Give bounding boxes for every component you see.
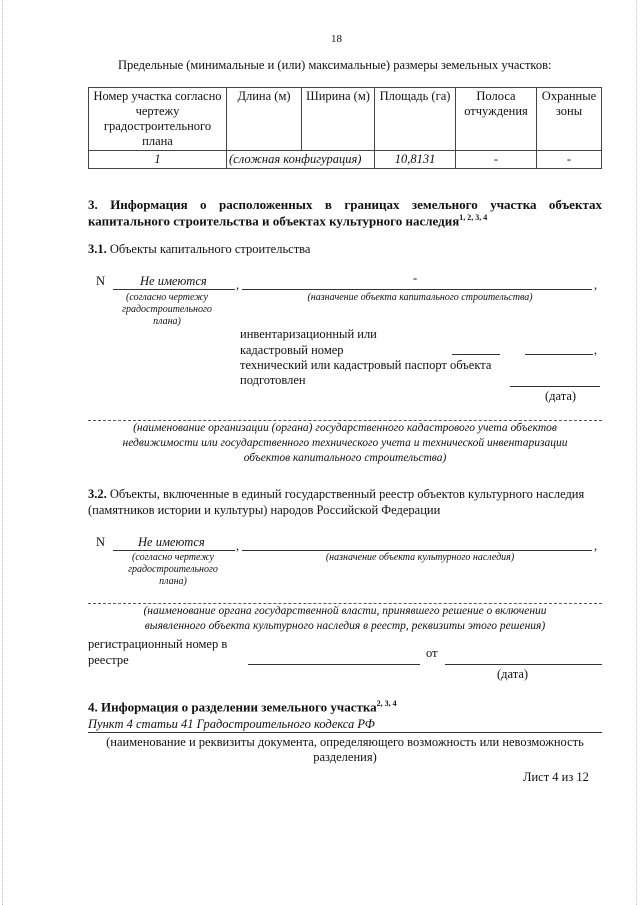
- cell-length-width: (сложная конфигурация): [227, 151, 375, 169]
- comma-separator: ,: [594, 539, 598, 553]
- reg-date-underline: [445, 664, 602, 665]
- sizes-heading: Предельные (минимальные и (или) максимальные) размеры земельных участков:: [118, 58, 552, 72]
- section31-purpose-caption: (назначение объекта капитального строительства): [307, 292, 533, 303]
- header-cell-area: Площадь (га): [375, 88, 456, 151]
- comma-separator: ,: [236, 539, 240, 553]
- section31-n-caption: (согласно чертежу градостроительного плана): [122, 292, 212, 327]
- section3-title-line2: [88, 213, 487, 229]
- section32-n-label: N: [96, 535, 106, 549]
- section4-title-text: 4. Информация о разделении земельного участка: [88, 699, 377, 715]
- section4-caption-2: разделения): [313, 750, 377, 764]
- section3-title-text: капитального строительства и объектах культурного наследия: [88, 213, 460, 229]
- reg-number-underline: [248, 664, 420, 665]
- section31-inventory-label-2: кадастровый номер: [240, 343, 344, 357]
- comma-separator: ,: [594, 278, 598, 292]
- section32-from-label: от: [426, 646, 438, 660]
- header-cell-plot-number: Номер участка согласно чертежу градостроительного плана: [89, 88, 227, 151]
- section31-title-text: Объекты капитального строительства: [109, 242, 311, 256]
- section32-title-line2: (памятников истории и культуры) народов Российской Федерации: [88, 503, 441, 517]
- section4-caption-1: (наименование и реквизиты документа, определяющего возможность или невозможность: [106, 735, 584, 749]
- section32-n-value: Не имеются: [138, 535, 205, 549]
- section31-title: [88, 242, 310, 257]
- inventory-number-line-1: [452, 354, 500, 355]
- scan-left-edge: [2, 0, 3, 905]
- header-cell-length: Длина (м): [227, 88, 302, 151]
- authority-underline: [88, 603, 602, 604]
- section31-passport-label-2: подготовлен: [240, 373, 306, 387]
- page-number: 18: [331, 33, 342, 45]
- section31-number: 3.1.: [88, 242, 107, 256]
- section32-n-underline: [113, 550, 235, 551]
- section31-org-caption-2: недвижимости или государственного технического учета и технической инвентаризации: [122, 437, 568, 449]
- section31-purpose-underline: [242, 289, 592, 290]
- section31-date-caption: (дата): [545, 389, 577, 403]
- section31-n-value: Не имеются: [140, 274, 207, 288]
- header-cell-width: Ширина (м): [302, 88, 375, 151]
- section32-n-caption: (согласно чертежу градостроительного плана): [128, 552, 218, 587]
- section31-org-caption-3: объектов капитального строительства): [243, 452, 447, 464]
- cell-protection-zones: -: [537, 151, 602, 169]
- comma-separator: ,: [594, 343, 598, 357]
- section31-passport-label-1: технический или кадастровый паспорт объекта: [240, 358, 492, 372]
- section32-authority-caption-1: (наименование органа государственной власти, принявшего решение о включении: [143, 605, 547, 617]
- passport-date-underline: [510, 386, 600, 387]
- header-cell-alienation-strip: Полоса отчуждения: [456, 88, 537, 151]
- section31-org-caption-1: (наименование организации (органа) государственного кадастрового учета объектов: [133, 422, 557, 434]
- section32-authority-caption-2: выявленного объекта культурного наследия в реестр, реквизиты этого решения): [144, 620, 546, 632]
- cell-plot-number: 1: [89, 151, 227, 169]
- cell-alienation-strip: -: [456, 151, 537, 169]
- section32-title-line1: [88, 487, 584, 502]
- section31-n-underline: [113, 289, 235, 290]
- organization-underline: [88, 420, 602, 421]
- section31-n-label: N: [96, 274, 106, 288]
- section4-underline: [88, 732, 602, 733]
- comma-separator: ,: [236, 278, 240, 292]
- cell-area: 10,8131: [375, 151, 456, 169]
- section4-title: [88, 699, 397, 715]
- section32-reg-label-2: реестре: [88, 653, 129, 667]
- section32-number: 3.2.: [88, 487, 107, 501]
- section32-title-text: Объекты, включенные в единый государственный реестр объектов культурного наследия: [109, 487, 585, 501]
- section4-footnote-refs: 2, 3, 4: [376, 699, 397, 708]
- section32-date-caption: (дата): [497, 667, 529, 681]
- section4-value: Пункт 4 статьи 41 Градостроительного кодекса РФ: [88, 717, 375, 731]
- sheet-label: Лист 4 из 12: [523, 770, 589, 784]
- header-cell-protection-zones: Охранные зоны: [537, 88, 602, 151]
- section32-purpose-caption: (назначение объекта культурного наследия): [325, 552, 515, 563]
- section32-purpose-underline: [242, 550, 592, 551]
- scan-right-edge: [636, 0, 637, 905]
- section3-title-line1: 3. Информация о расположенных в границах земельного участка объектах: [88, 197, 602, 212]
- table-row: [89, 151, 602, 169]
- sizes-table-header-row: [89, 88, 602, 151]
- section31-purpose-value: -: [413, 271, 418, 285]
- sizes-table: [88, 87, 602, 169]
- section32-reg-label-1: регистрационный номер в: [88, 637, 228, 651]
- section31-inventory-label-1: инвентаризационный или: [240, 327, 377, 341]
- section3-footnote-refs: 1, 2, 3, 4: [459, 213, 488, 222]
- inventory-number-line-2: [525, 354, 593, 355]
